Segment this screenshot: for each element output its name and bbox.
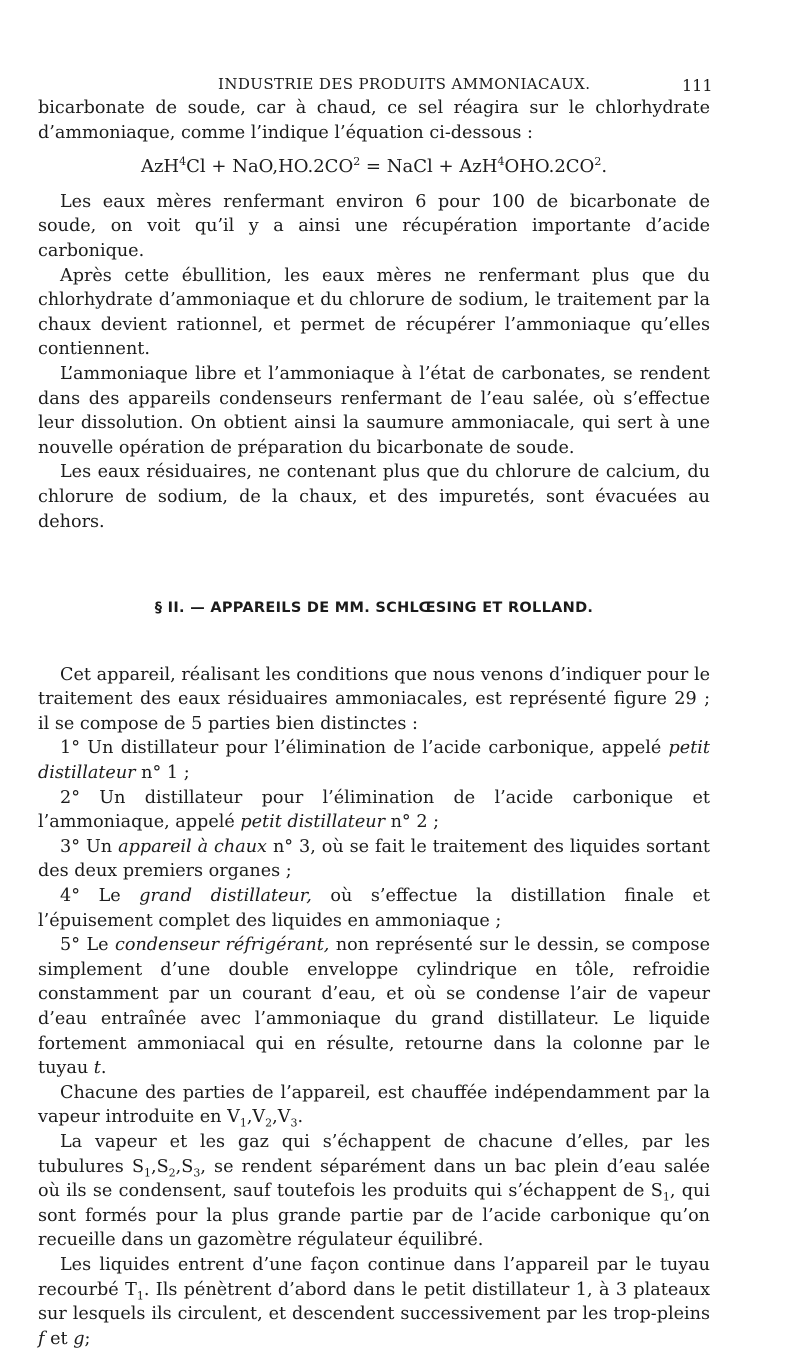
page-number: 111 xyxy=(682,76,713,95)
paragraph: Après cette ébullition, les eaux mères ne renfermant plus que du chlorhydrate d’ammoniaque et du chlorure de sodium, le traitement par la chaux devient rationnel, et permet de récupérer l’ammoniaque qu’elles contiennent. xyxy=(38,265,710,360)
list-item: 1° Un distillateur pour l’élimination de l’acide carbonique, appelé petit distillateur n° 1 ; xyxy=(38,738,710,784)
list-item: 2° Un distillateur pour l’élimination de l’acide carbonique et l’ammoniaque, appelé petit distillateur n° 2 ; xyxy=(38,787,710,833)
list-item: 3° Un appareil à chaux n° 3, où se fait le traitement des liquides sortant des deux premiers organes ; xyxy=(38,836,710,882)
paragraph: Les eaux mères renfermant environ 6 pour 100 de bicarbonate de soude, on voit qu’il y a ainsi une récupération importante d’acide carbonique. xyxy=(38,191,710,261)
page-body xyxy=(38,96,710,1351)
list-item: 5° Le condenseur réfrigérant, non représenté sur le dessin, se compose simplement d’une double enveloppe cylindrique en tôle, refroidie constamment par un courant d’eau, et où se condense l’air de vapeur d’eau entraînée avec l’ammoniaque du grand distillateur. Le liquide fortement ammoniacal qui en résulte, retourne dans la colonne par le tuyau t. xyxy=(38,935,710,1079)
list-item: 4° Le grand distillateur, où s’effectue la distillation finale et l’épuisement complet des liquides en ammoniaque ; xyxy=(38,886,710,931)
paragraph: Les eaux résiduaires, ne contenant plus que du chlorure de calcium, du chlorure de sodium, de la chaux, et des impuretés, sont évacuées au dehors. xyxy=(38,462,710,532)
paragraph: Chacune des parties de l’appareil, est chauffée indépendamment par la vapeur introduite en $V_1,V_2,V_3$. xyxy=(38,1082,710,1130)
paragraph-continuation: bicarbonate de soude, car à chaud, ce sel réagira sur le chlorhydrate d’ammoniaque, comme l’indique l’équation ci-dessous : xyxy=(38,98,710,143)
section-heading: § II. — APPAREILS DE MM. SCHLŒSING ET ROLLAND. xyxy=(154,600,594,617)
paragraph: La vapeur et les gaz qui s’échappent de chacune d’elles, par les tubulures $S_1,S_2,S_3$, se rendent séparément dans un bac plein d’eau salée où ils se condensent, sauf toutefois les produits qui s’échappent de $S_1$, qui sont formés pour la plus grande partie par de l’acide carbonique qu’on recueille dans un gazomètre régulateur équilibré. xyxy=(38,1131,711,1251)
paragraph: Cet appareil, réalisant les conditions que nous venons d’indiquer pour le traitement des eaux résiduaires ammoniacales, est représenté figure 29 ; il se compose de 5 parties bien distinctes : xyxy=(38,664,710,734)
paragraph: Les liquides entrent d’une façon continue dans l’appareil par le tuyau recourbé $T_1$. Ils pénètrent d’abord dans le petit distillateur 1, à 3 plateaux sur lesquels ils circulent, et descendent successivement par les trop-pleins f et g; xyxy=(38,1254,711,1349)
running-title: INDUSTRIE DES PRODUITS AMMONIACAUX. xyxy=(218,75,591,93)
paragraph: L’ammoniaque libre et l’ammoniaque à l’état de carbonates, se rendent dans des appareils condenseurs renfermant de l’eau salée, où s’effectue leur dissolution. On obtient ainsi la saumure ammoniacale, qui sert à une nouvelle opération de préparation du bicarbonate de soude. xyxy=(38,363,710,458)
chemical-equation: $AzH^4Cl + NaO,HO.2CO^2$ = NaCl + $AzH^4OHO.2CO^2$. xyxy=(140,155,608,178)
